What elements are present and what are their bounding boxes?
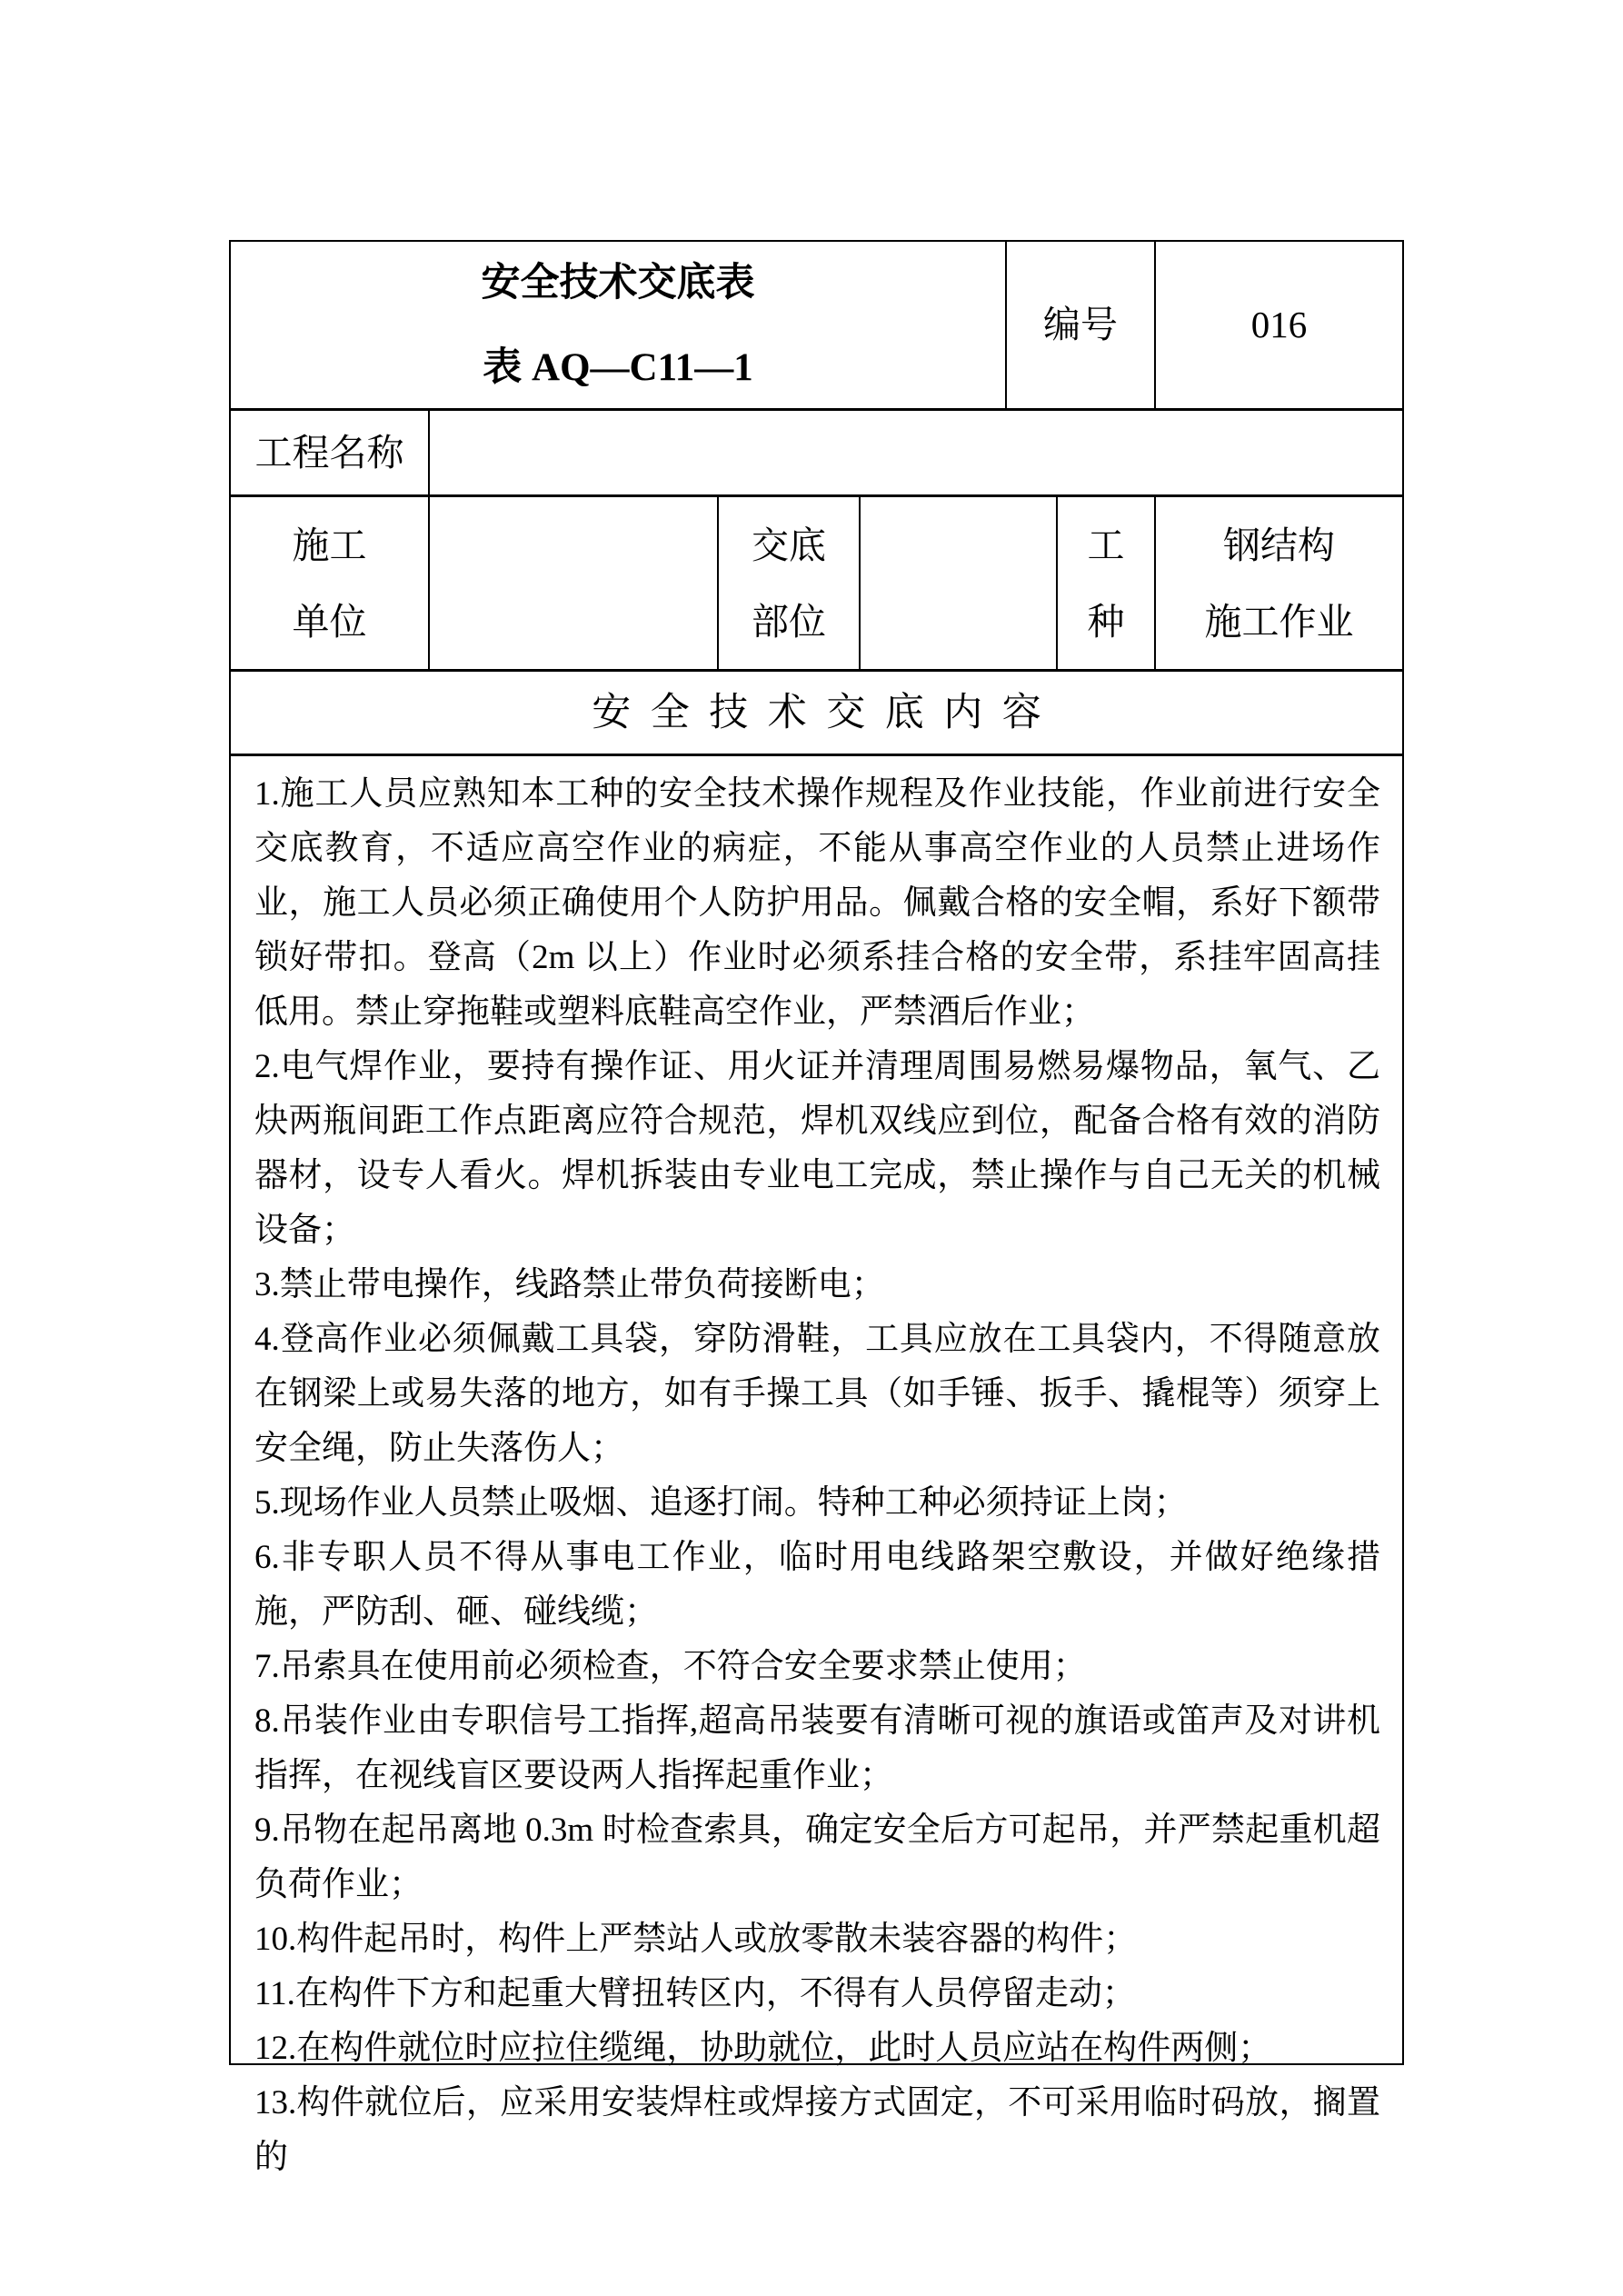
work-type-label-line1: 工 bbox=[1087, 524, 1125, 566]
project-name-row bbox=[231, 411, 1402, 497]
content-body-row bbox=[231, 756, 1402, 2185]
content-item: 13.构件就位后，应采用安装焊柱或焊接方式固定，不可采用临时码放，搁置的 bbox=[254, 2084, 1380, 2176]
content-item: 10.构件起吊时，构件上严禁站人或放零散未装容器的构件； bbox=[254, 1921, 1138, 1958]
work-type-value-line2: 施工作业 bbox=[1204, 600, 1354, 643]
number-value-cell bbox=[1156, 242, 1402, 408]
number-label-cell bbox=[1007, 242, 1156, 408]
project-name-value-cell bbox=[430, 411, 1402, 494]
disclosure-part-value-cell bbox=[861, 497, 1058, 669]
content-item: 6.非专职人员不得从事电工作业，临时用电线路架空敷设，并做好绝缘措施，严防刮、砸、碰线缆； bbox=[254, 1539, 1380, 1631]
project-name-label-cell bbox=[231, 411, 430, 494]
content-item: 7.吊索具在使用前必须检查，不符合安全要求禁止使用； bbox=[254, 1648, 1087, 1685]
content-item: 1.施工人员应熟知本工种的安全技术操作规程及作业技能，作业前进行安全交底教育，不适应高空作业的病症，不能从事高空作业的人员禁止进场作业，施工人员必须正确使用个人防护用品。佩戴合格的安全帽，系好下额带锁好带扣。登高（2m 以上）作业时必须系挂合格的安全带，系挂牢固高挂低用。禁止穿拖鞋或塑料底鞋高空作业，严禁酒后作业； bbox=[254, 775, 1380, 1031]
content-item: 9.吊物在起吊离地 0.3m 时检查索具，确定安全后方可起吊，并严禁起重机超负荷作业； bbox=[254, 1812, 1380, 1903]
form-title-cell bbox=[231, 242, 1007, 408]
disclosure-part-label-line1: 交底 bbox=[752, 524, 826, 566]
content-item: 8.吊装作业由专职信号工指挥,超高吊装要有清晰可视的旗语或笛声及对讲机指挥，在视线盲区要设两人指挥起重作业； bbox=[254, 1702, 1380, 1794]
content-header-cell bbox=[231, 672, 1402, 754]
construction-unit-label-cell bbox=[231, 497, 430, 669]
content-header-row bbox=[231, 672, 1402, 756]
content-header-title: 安全技术交底内容 bbox=[592, 691, 1061, 734]
disclosure-part-label-line2: 部位 bbox=[752, 600, 826, 643]
number-value: 016 bbox=[1250, 304, 1308, 345]
work-type-value-cell bbox=[1156, 497, 1402, 669]
content-item: 2.电气焊作业，要持有操作证、用火证并清理周围易燃易爆物品，氧气、乙炔两瓶间距工作点距离应符合规范，焊机双线应到位，配备合格有效的消防器材，设专人看火。焊机拆装由专业电工完成，禁止操作与自己无关的机械设备； bbox=[254, 1048, 1380, 1249]
construction-unit-label-line1: 施工 bbox=[292, 524, 367, 566]
info-row bbox=[231, 497, 1402, 672]
construction-unit-value-cell bbox=[430, 497, 719, 669]
form-header-row bbox=[231, 242, 1402, 411]
disclosure-part-label-cell bbox=[719, 497, 861, 669]
content-item: 4.登高作业必须佩戴工具袋，穿防滑鞋，工具应放在工具袋内，不得随意放在钢梁上或易失落的地方，如有手操工具（如手锤、扳手、撬棍等）须穿上安全绳，防止失落伤人； bbox=[254, 1321, 1380, 1467]
construction-unit-label-line2: 单位 bbox=[292, 600, 367, 643]
content-item: 5.现场作业人员禁止吸烟、追逐打闹。特种工种必须持证上岗； bbox=[254, 1484, 1188, 1522]
work-type-value-line1: 钢结构 bbox=[1223, 524, 1335, 566]
number-label: 编号 bbox=[1043, 304, 1118, 345]
work-type-label-line2: 种 bbox=[1087, 600, 1125, 643]
content-body-cell bbox=[231, 756, 1402, 2185]
form-title: 安全技术交底表 bbox=[481, 261, 755, 304]
content-item: 11.在构件下方和起重大臂扭转区内，不得有人员停留走动； bbox=[254, 1975, 1136, 2012]
project-name-label: 工程名称 bbox=[254, 431, 404, 474]
form-code: 表 AQ—C11—1 bbox=[483, 345, 753, 389]
safety-disclosure-form bbox=[229, 240, 1404, 2176]
content-item: 3.禁止带电操作，线路禁止带负荷接断电； bbox=[254, 1266, 885, 1303]
content-item: 12.在构件就位时应拉住缆绳，协助就位，此时人员应站在构件两侧； bbox=[254, 2030, 1272, 2067]
work-type-label-cell bbox=[1058, 497, 1156, 669]
